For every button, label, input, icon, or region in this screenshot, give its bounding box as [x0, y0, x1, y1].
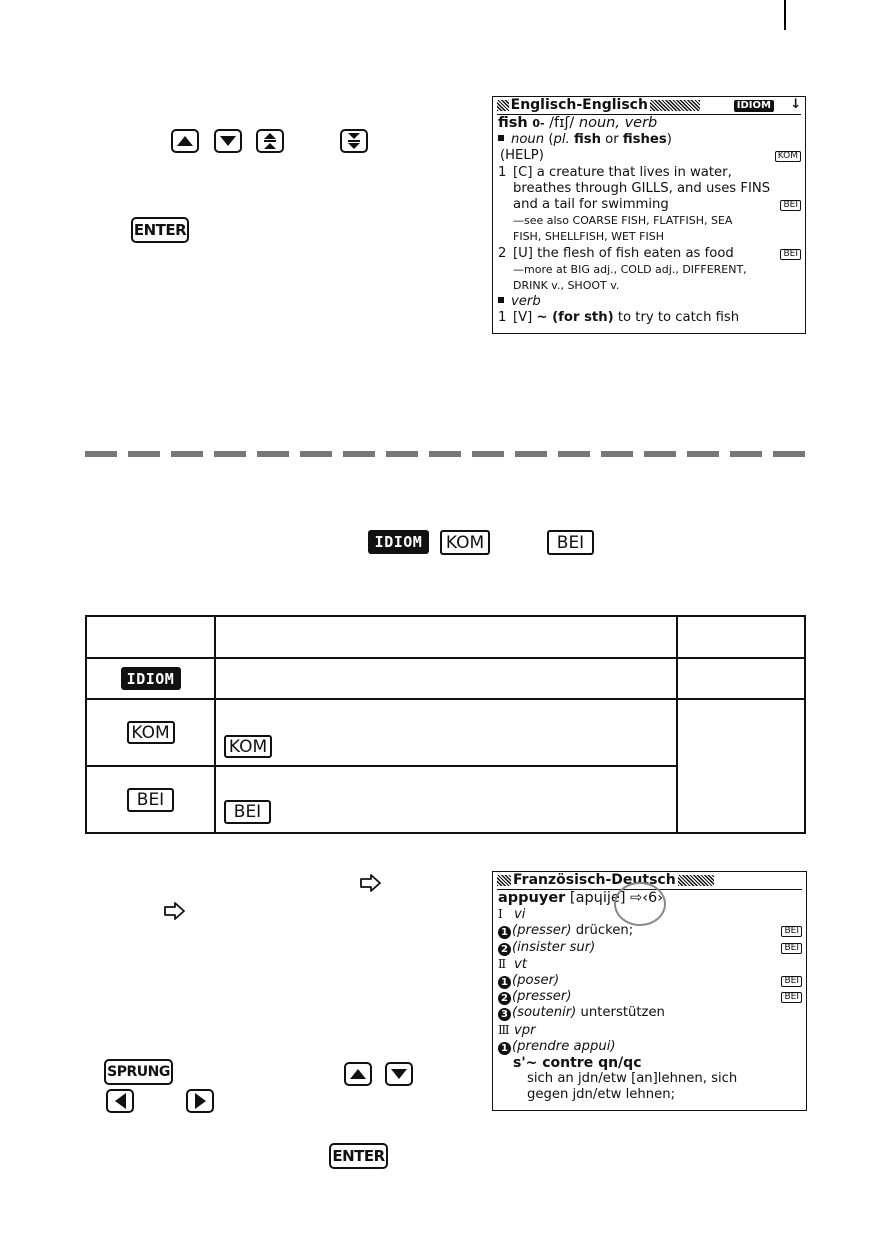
- bei-tag-icon: BEI: [780, 200, 801, 211]
- bullet-icon: [498, 297, 504, 303]
- translation-text: gegen jdn/etw lehnen;: [527, 1087, 676, 1103]
- sprung-key-icon: SPRUNG: [104, 1059, 173, 1085]
- table-row: [86, 658, 805, 699]
- dictionary-screen-english: [492, 96, 806, 334]
- pronunciation: /fɪʃ/: [549, 115, 575, 131]
- down-arrow-key-icon: [214, 129, 242, 153]
- paren: ): [666, 132, 672, 148]
- up-arrow-key-icon: [344, 1062, 372, 1086]
- entry-line: [493, 956, 806, 973]
- sense-line: [493, 165, 805, 181]
- header-cell: [215, 616, 677, 658]
- bei-tag-icon: BEI: [781, 976, 802, 987]
- noun-line: [493, 132, 805, 148]
- roman-numeral: Ⅲ: [498, 1022, 510, 1037]
- entry-line: [493, 1039, 806, 1055]
- or-word: or: [605, 132, 619, 148]
- sense-line: [493, 229, 805, 245]
- plural-label: pl.: [553, 132, 570, 148]
- mark-cell: [86, 699, 215, 766]
- plural-form: fishes: [622, 132, 667, 148]
- more-at-text: DRINK v., SHOOT v.: [513, 279, 620, 293]
- circled-number-icon: 3: [498, 1008, 511, 1021]
- entry-line: [493, 1005, 806, 1021]
- mark-legend-table: [85, 615, 806, 834]
- headword: fish: [498, 115, 528, 131]
- entry-line: [493, 1022, 806, 1039]
- definition-text: [C] a creature that lives in water,: [513, 164, 732, 180]
- bei-mark-icon: BEI: [547, 530, 594, 555]
- highlight-circle: [614, 882, 666, 926]
- dashed-divider: [85, 451, 807, 457]
- circled-number-icon: 1: [498, 976, 511, 989]
- enter-key-icon: ENTER: [131, 217, 189, 243]
- page-up-key-icon: [256, 129, 284, 153]
- mark-cell: [86, 766, 215, 833]
- sense-text: (poser): [512, 973, 560, 989]
- screen-title: Englisch-Englisch: [510, 97, 648, 114]
- translation-text: drücken;: [575, 923, 634, 939]
- entry-line: [493, 1055, 806, 1071]
- pos-label: verb: [511, 294, 541, 310]
- sense-number: 1: [498, 310, 507, 326]
- circled-number-icon: 2: [498, 992, 511, 1005]
- kom-mark-icon: KOM: [440, 530, 490, 555]
- bei-mark-icon: BEI: [224, 800, 271, 824]
- sense-line: [493, 310, 805, 326]
- roman-numeral: Ⅱ: [498, 956, 507, 971]
- note-cell: [677, 699, 805, 833]
- idiom-tag-icon: IDIOM: [734, 100, 774, 112]
- sense-text: (insister sur): [512, 939, 596, 955]
- screen-title: Französisch-Deutsch: [513, 872, 676, 889]
- sense-text: (presser): [512, 989, 572, 1005]
- pos-label: noun: [511, 132, 545, 148]
- more-at-text: —more at BIG adj., COLD adj., DIFFERENT,: [513, 262, 747, 276]
- sense-line: [493, 262, 805, 278]
- up-arrow-key-icon: [171, 129, 199, 153]
- entry-line: [493, 940, 806, 956]
- table-row: [86, 699, 805, 766]
- sense-line: [493, 246, 805, 262]
- part-of-speech: noun, verb: [578, 115, 658, 131]
- pos-label: vpr: [514, 1022, 536, 1038]
- sense-line: [493, 181, 805, 197]
- header-cell: [86, 616, 215, 658]
- headword: appuyer: [498, 890, 566, 906]
- entry-line: [493, 1087, 806, 1103]
- sense-text: (soutenir): [512, 1005, 577, 1021]
- idiom-mark-icon: IDIOM: [368, 530, 429, 554]
- description-cell: [215, 766, 677, 833]
- entry-line: [493, 923, 806, 939]
- plural-form: fish: [573, 132, 601, 148]
- pos-label: vt: [514, 956, 527, 972]
- sense-text: (presser): [512, 923, 572, 939]
- bei-tag-icon: BEI: [781, 943, 802, 954]
- definition-text: to try to catch fish: [617, 310, 740, 326]
- kom-tag-icon: KOM: [775, 151, 801, 162]
- paren: (: [548, 132, 554, 148]
- help-note: (HELP): [500, 148, 544, 164]
- translation-text: sich an jdn/etw [an]lehnen, sich: [527, 1071, 738, 1087]
- mark-cell: [86, 658, 215, 699]
- sense-text: (prendre appui): [512, 1038, 616, 1054]
- bei-mark-icon: BEI: [127, 788, 174, 812]
- headword-line: [493, 115, 805, 132]
- screen-header: [497, 97, 801, 115]
- hatch-pattern: [678, 875, 714, 886]
- circled-number-icon: 1: [498, 926, 511, 939]
- key-icon: 0-: [532, 117, 545, 130]
- description-cell: [215, 699, 677, 766]
- jump-arrow-icon: [360, 874, 382, 892]
- scroll-down-icon: ↓: [789, 97, 801, 113]
- hatch-pattern: [497, 875, 511, 886]
- bei-tag-icon: BEI: [781, 926, 802, 937]
- left-arrow-key-icon: [106, 1089, 134, 1113]
- definition-text: breathes through GILLS, and uses FINS: [513, 180, 771, 196]
- help-line: [493, 148, 805, 164]
- header-cell: [677, 616, 805, 658]
- sense-line: [493, 197, 805, 213]
- pronunciation: [apɥije]: [569, 890, 626, 906]
- sense-line: [493, 213, 805, 229]
- page-down-key-icon: [340, 129, 368, 153]
- bullet-icon: [498, 135, 504, 141]
- enter-key-icon: ENTER: [329, 1143, 388, 1169]
- translation-text: unterstützen: [580, 1005, 665, 1021]
- sense-line: [493, 278, 805, 294]
- down-arrow-key-icon: [385, 1062, 413, 1086]
- idiom-mark-icon: IDIOM: [121, 667, 181, 690]
- see-also-text: FISH, SHELLFISH, WET FISH: [513, 230, 664, 244]
- definition-text: and a tail for swimming: [513, 197, 669, 213]
- definition-text: [V]: [513, 310, 533, 326]
- see-also-text: —see also COARSE FISH, FLATFISH, SEA: [513, 214, 733, 228]
- circled-number-icon: 2: [498, 943, 511, 956]
- definition-text: [U] the flesh of fish eaten as food: [513, 245, 734, 261]
- kom-mark-icon: KOM: [224, 735, 272, 758]
- table-header-row: [86, 616, 805, 658]
- pos-label: vi: [514, 907, 526, 923]
- bei-tag-icon: BEI: [781, 992, 802, 1003]
- entry-line: [493, 1071, 806, 1087]
- hatch-pattern: [497, 100, 509, 111]
- entry-line: [493, 989, 806, 1005]
- right-arrow-key-icon: [186, 1089, 214, 1113]
- roman-numeral: Ⅰ: [498, 907, 503, 922]
- margin-line: [784, 0, 786, 30]
- note-cell: [677, 658, 805, 699]
- phrase-text: ~ (for sth): [536, 310, 614, 326]
- hatch-pattern: [650, 100, 700, 111]
- sense-number: 1: [498, 164, 507, 180]
- phrase-text: s'~ contre qn/qc: [513, 1055, 642, 1072]
- entry-line: [493, 973, 806, 989]
- circled-number-icon: 1: [498, 1042, 511, 1055]
- bei-tag-icon: BEI: [780, 249, 801, 260]
- jump-reference: ⇨‹6›: [630, 890, 664, 906]
- sense-number: 2: [498, 245, 507, 261]
- verb-line: [493, 294, 805, 310]
- kom-mark-icon: KOM: [127, 721, 175, 744]
- description-cell: [215, 658, 677, 699]
- jump-arrow-icon: [164, 902, 186, 920]
